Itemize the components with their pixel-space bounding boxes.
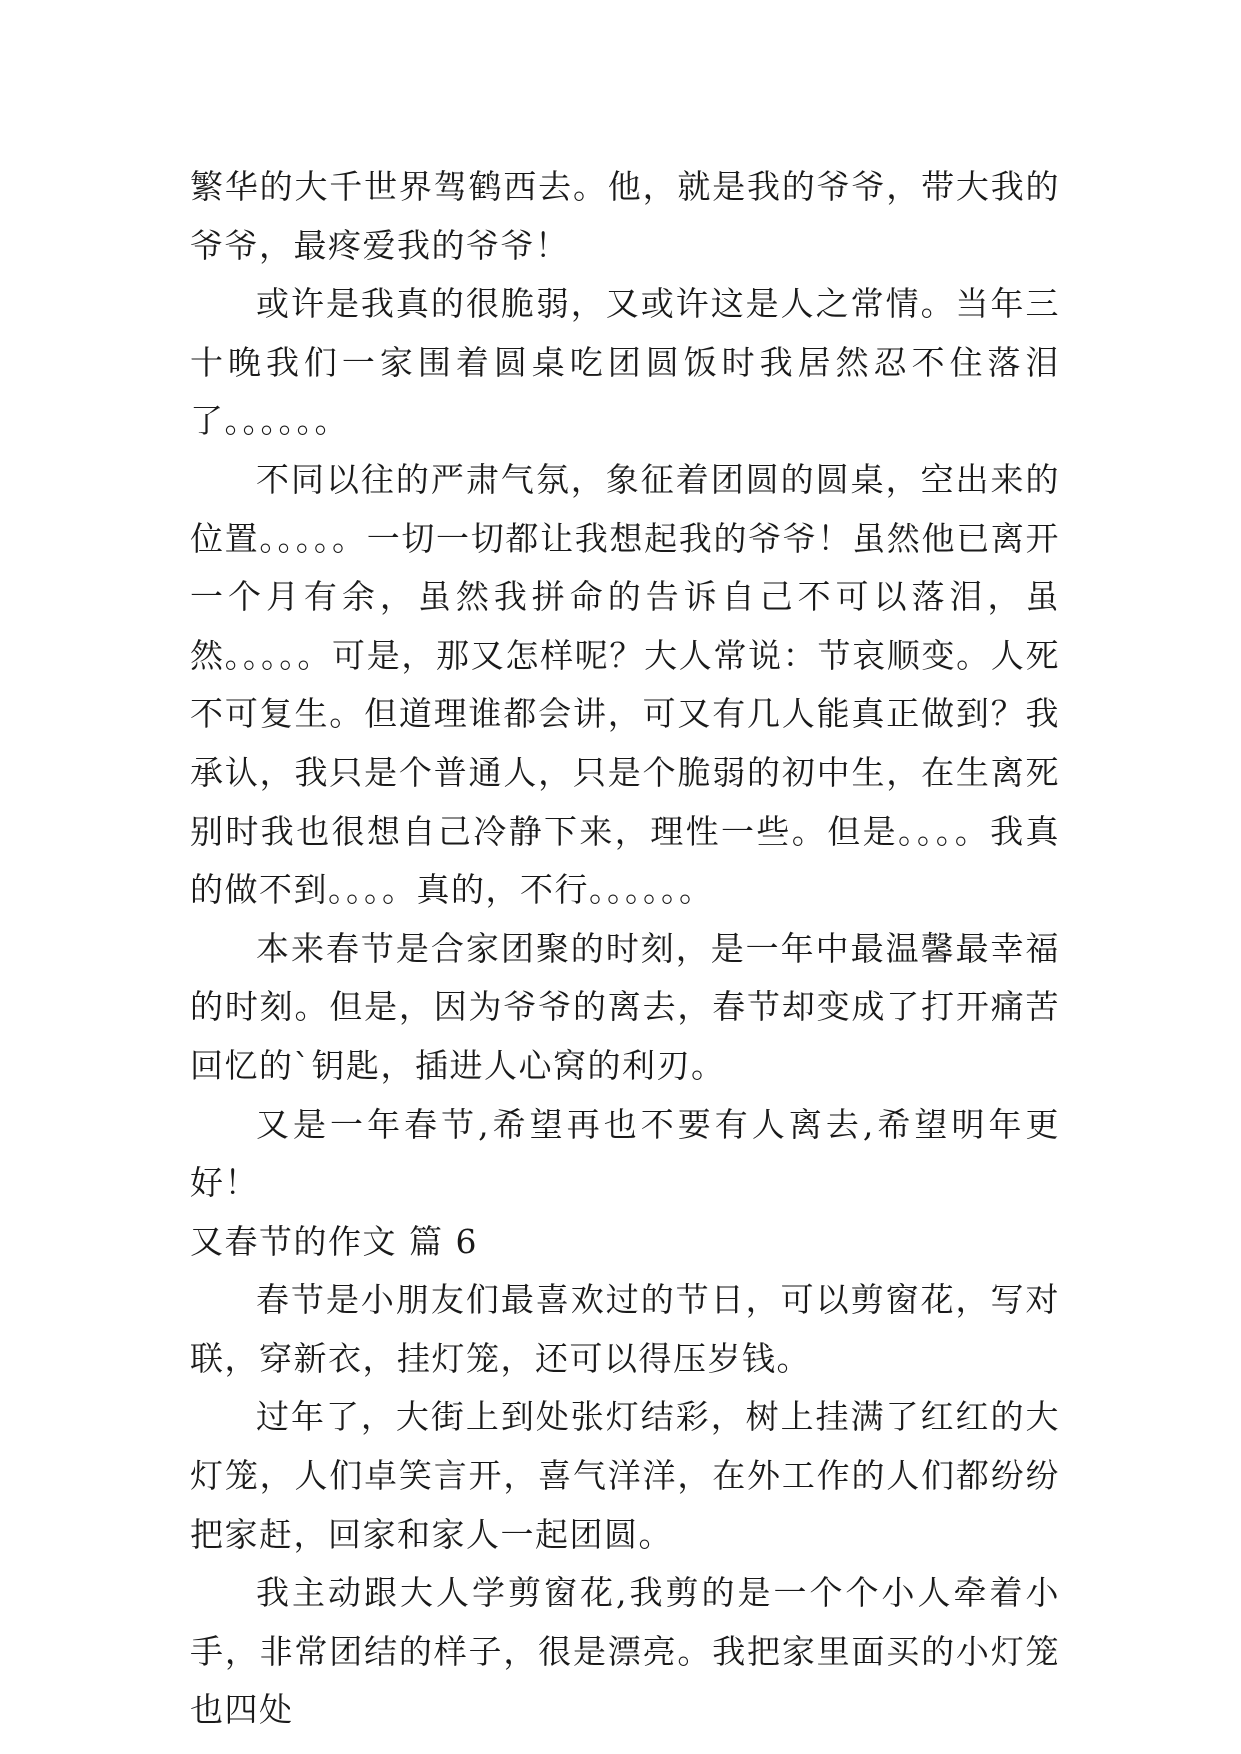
paragraph-continuation: 繁华的大千世界驾鹤西去。他，就是我的爷爷，带大我的爷爷，最疼爱我的爷爷！ — [190, 167, 1060, 265]
paragraph-hope: 又是一年春节,希望再也不要有人离去,希望明年更好！ — [190, 1104, 1060, 1203]
paragraph-new-year-streets: 过年了，大街上到处张灯结彩，树上挂满了红红的大灯笼，人们卓笑言开，喜气洋洋，在外工作的人们都纷纷把家赶，回家和家人一起团圆。 — [190, 1397, 1060, 1554]
paragraph-spring-festival: 本来春节是合家团聚的时刻，是一年中最温馨最幸福的时刻。但是，因为爷爷的离去，春节却变成了打开痛苦回忆的`钥匙，插进人心窝的利刃。 — [190, 928, 1060, 1085]
paragraph-paper-cutting: 我主动跟大人学剪窗花,我剪的是一个个小人牵着小手，非常团结的样子，很是漂亮。我把家里面买的小灯笼也四处 — [190, 1573, 1060, 1730]
paragraph-memories: 不同以往的严肃气氛，象征着团圆的圆桌，空出来的位置。。。。。一切一切都让我想起我的爷爷！虽然他已离开一个月有余，虽然我拼命的告诉自己不可以落泪，虽然。。。。。可是，那又怎样呢？大人常说：节哀顺变。人死不可复生。但道理谁都会讲，可又有几人能真正做到？我承认，我只是个普通人，只是个脆弱的初中生，在生离死别时我也很想自己冷静下来，理性一些。但是。。。。我真的做不到。。。。真的，不行。。。。。。 — [190, 459, 1060, 910]
document-body — [190, 158, 1060, 1740]
paragraph-kids-favorite: 春节是小朋友们最喜欢过的节日，可以剪窗花，写对联，穿新衣，挂灯笼，还可以得压岁钱。 — [190, 1280, 1060, 1378]
paragraph-tears: 或许是我真的很脆弱，又或许这是人之常情。当年三十晚我们一家围着圆桌吃团圆饭时我居然忍不住落泪了。。。。。。 — [190, 284, 1060, 441]
section-heading: 又春节的作文 篇 6 — [190, 1221, 478, 1261]
